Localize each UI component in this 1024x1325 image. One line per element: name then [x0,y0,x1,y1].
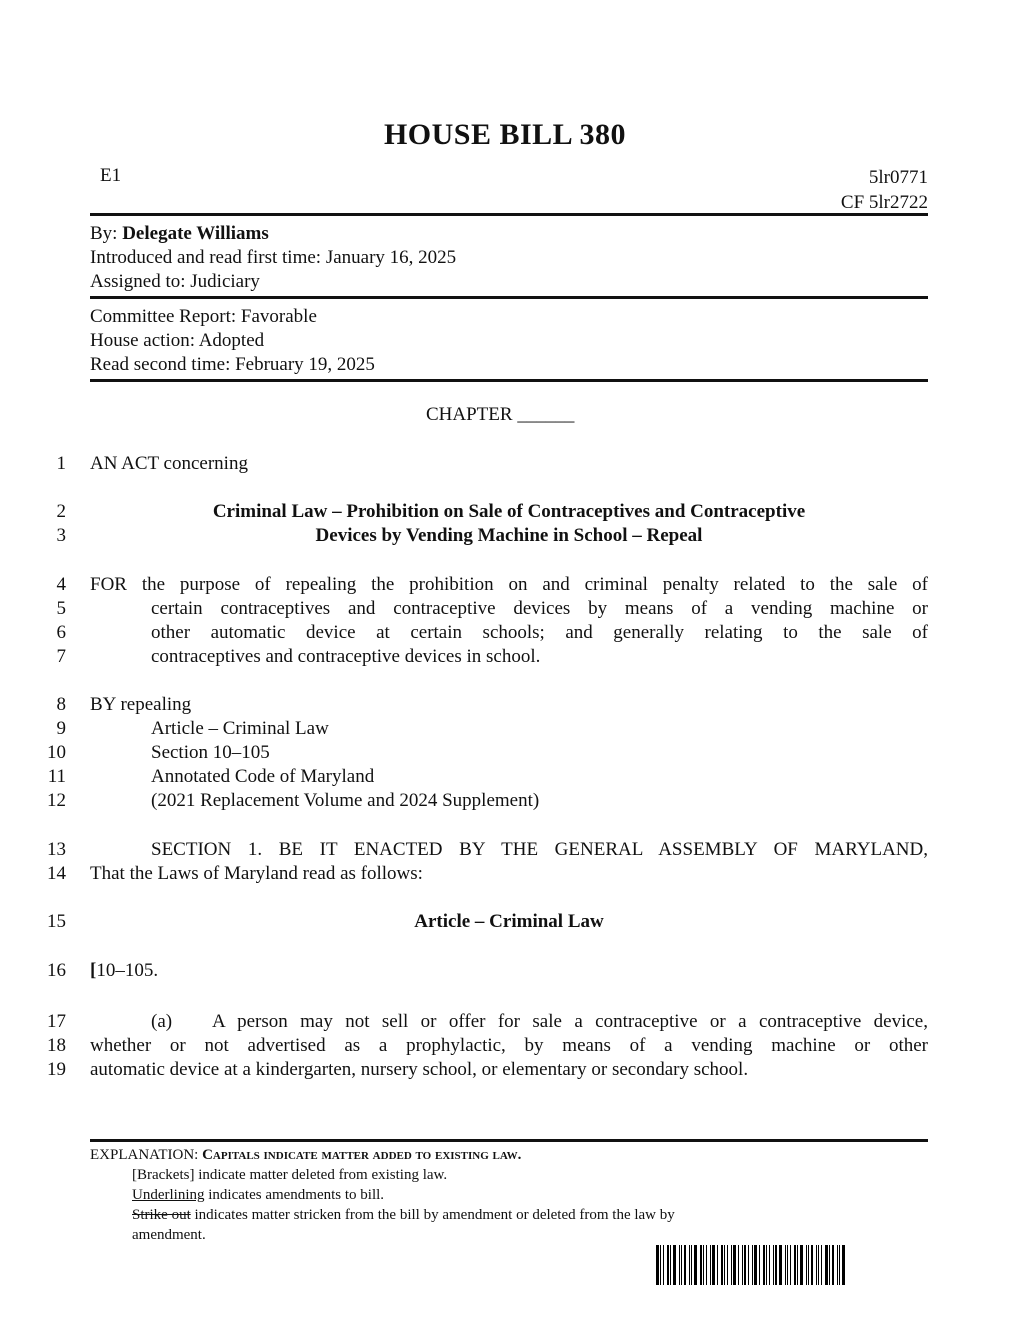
divider [90,296,928,299]
subsection-a-line-2: whether or not advertised as a prophylactic, by means of a vending machine or other [90,1035,928,1056]
explanation-label: EXPLANATION: [90,1147,199,1163]
barcode-bar [825,1245,828,1285]
assigned-committee: Assigned to: Judiciary [90,271,260,292]
line-number: 19 [47,1059,66,1080]
subsection-a-line-3: automatic device at a kindergarten, nursery school, or elementary or secondary school. [90,1059,749,1080]
line-number: 1 [56,453,66,474]
barcode-bar [679,1245,680,1285]
barcode-bar [694,1245,697,1285]
line-number: 12 [47,790,66,811]
barcode [656,1245,904,1285]
barcode-bar [839,1245,840,1285]
line-number: 6 [56,622,66,643]
barcode-bar [742,1245,743,1285]
barcode-bar [800,1245,803,1285]
line-number: 10 [47,742,66,763]
underlining-note: Underlining indicates amendments to bill. [132,1187,385,1203]
section-number: [10–105. [90,960,159,981]
enactment-line-1: SECTION 1. BE IT ENACTED BY THE GENERAL ASSEMBLY OF MARYLAND, [151,839,928,860]
barcode-bar [673,1245,676,1285]
line-number: 9 [56,718,66,739]
line-number: 2 [56,501,66,522]
barcode-bar [738,1245,739,1285]
brackets-note: [Brackets] indicate matter deleted from existing law. [132,1167,448,1183]
barcode-bar [779,1245,782,1285]
barcode-bar [721,1245,723,1285]
barcode-bar [842,1245,845,1285]
house-action: House action: Adopted [90,330,265,351]
barcode-bar [744,1245,746,1285]
repeal-article: Article – Criminal Law [151,718,329,739]
barcode-bar [733,1245,736,1285]
deletion-bracket: [ [90,960,97,981]
barcode-bar [829,1245,830,1285]
barcode-bar [724,1245,725,1285]
repeal-code: Annotated Code of Maryland [151,766,375,787]
file-code: 5lr0771 [868,167,928,188]
barcode-bar [752,1245,753,1285]
barcode-bar [681,1245,682,1285]
line-number: 13 [47,839,66,860]
bill-file-codes [841,165,928,215]
barcode-bar [806,1245,807,1285]
repeal-label: BY repealing [90,694,192,715]
line-number: 11 [47,766,66,787]
barcode-bar [691,1245,692,1285]
divider [90,1139,928,1142]
barcode-bar [703,1245,704,1285]
line-number: 4 [56,574,66,595]
purpose-line-2: certain contraceptives and contraceptive devices by means of a vending machine or [151,598,928,619]
by-label: By: [90,223,118,244]
purpose-line-4: contraceptives and contraceptive devices in school. [151,646,541,667]
line-number: 16 [47,960,66,981]
committee-report: Committee Report: Favorable [90,306,317,327]
subsection-label: (a) [151,1011,173,1032]
article-heading: Article – Criminal Law [414,911,604,932]
barcode-bar [689,1245,690,1285]
line-number: 5 [56,598,66,619]
barcode-bar [808,1245,809,1285]
barcode-bar [667,1245,669,1285]
enactment-line-2: That the Laws of Maryland read as follows: [90,863,423,884]
barcode-bar [670,1245,671,1285]
barcode-bar [660,1245,661,1285]
bill-title: HOUSE BILL 380 [383,118,627,151]
purpose-line-1: FOR the purpose of repealing the prohibition on and criminal penalty related to the sale of [90,574,928,595]
introduced-date: Introduced and read first time: January 16, 2025 [90,247,457,268]
second-reading: Read second time: February 19, 2025 [90,354,375,375]
subsection-a-line-1: A person may not sell or offer for sale a contraceptive or a contraceptive device, [212,1011,928,1032]
line-number: 17 [47,1011,66,1032]
barcode-bar [754,1245,757,1285]
line-number: 15 [47,911,66,932]
capitals-note: Capitals indicate matter added to existing law. [202,1147,522,1163]
sponsor-name: Delegate Williams [122,223,269,244]
barcode-bar [794,1245,796,1285]
divider [90,213,928,216]
purpose-line-3: other automatic device at certain schools; and generally relating to the sale of [151,622,928,643]
divider [90,379,928,382]
barcode-bar [787,1245,788,1285]
cross-file-code: CF 5lr2722 [840,192,928,213]
line-number: 7 [56,646,66,667]
barcode-bar [717,1245,718,1285]
repeal-volume: (2021 Replacement Volume and 2024 Supplement) [151,790,540,811]
barcode-bar [731,1245,732,1285]
barcode-bar [773,1245,774,1285]
line-number: 8 [56,694,66,715]
barcode-bar [656,1245,659,1285]
barcode-bar [712,1245,715,1285]
barcode-bar [811,1245,813,1285]
barcode-bar [775,1245,777,1285]
bill-heading-line-2: Devices by Vending Machine in School – Repeal [315,525,703,546]
barcode-bar [769,1245,770,1285]
bill-heading-line-1: Criminal Law – Prohibition on Sale of Contraceptives and Contraceptive [212,501,806,522]
act-intro: AN ACT concerning [90,453,248,474]
barcode-bar [684,1245,686,1285]
barcode-bar [832,1245,834,1285]
bill-code: E1 [100,165,122,186]
barcode-bar [785,1245,786,1285]
barcode-bar [706,1245,707,1285]
line-number: 18 [47,1035,66,1056]
barcode-bar [797,1245,798,1285]
barcode-bar [748,1245,749,1285]
barcode-bar [759,1245,760,1285]
line-number: 14 [47,863,66,884]
repeal-section: Section 10–105 [151,742,270,763]
barcode-bar [763,1245,765,1285]
explanation-block [90,1145,675,1245]
barcode-bar [727,1245,728,1285]
barcode-bar [710,1245,711,1285]
barcode-bar [766,1245,767,1285]
line-number: 3 [56,525,66,546]
barcode-bar [816,1245,817,1285]
strike-note: Strike out indicates matter stricken from the bill by amendment or deleted from the law by [132,1207,675,1223]
committee-block [90,305,375,377]
barcode-bar [790,1245,791,1285]
barcode-bar [700,1245,702,1285]
barcode-bar [663,1245,664,1285]
sponsor-block [90,222,456,294]
barcode-bar [821,1245,822,1285]
barcode-bar [837,1245,838,1285]
chapter-label: CHAPTER ______ [426,404,575,425]
barcode-bar [818,1245,819,1285]
strike-note-cont: amendment. [132,1227,206,1243]
